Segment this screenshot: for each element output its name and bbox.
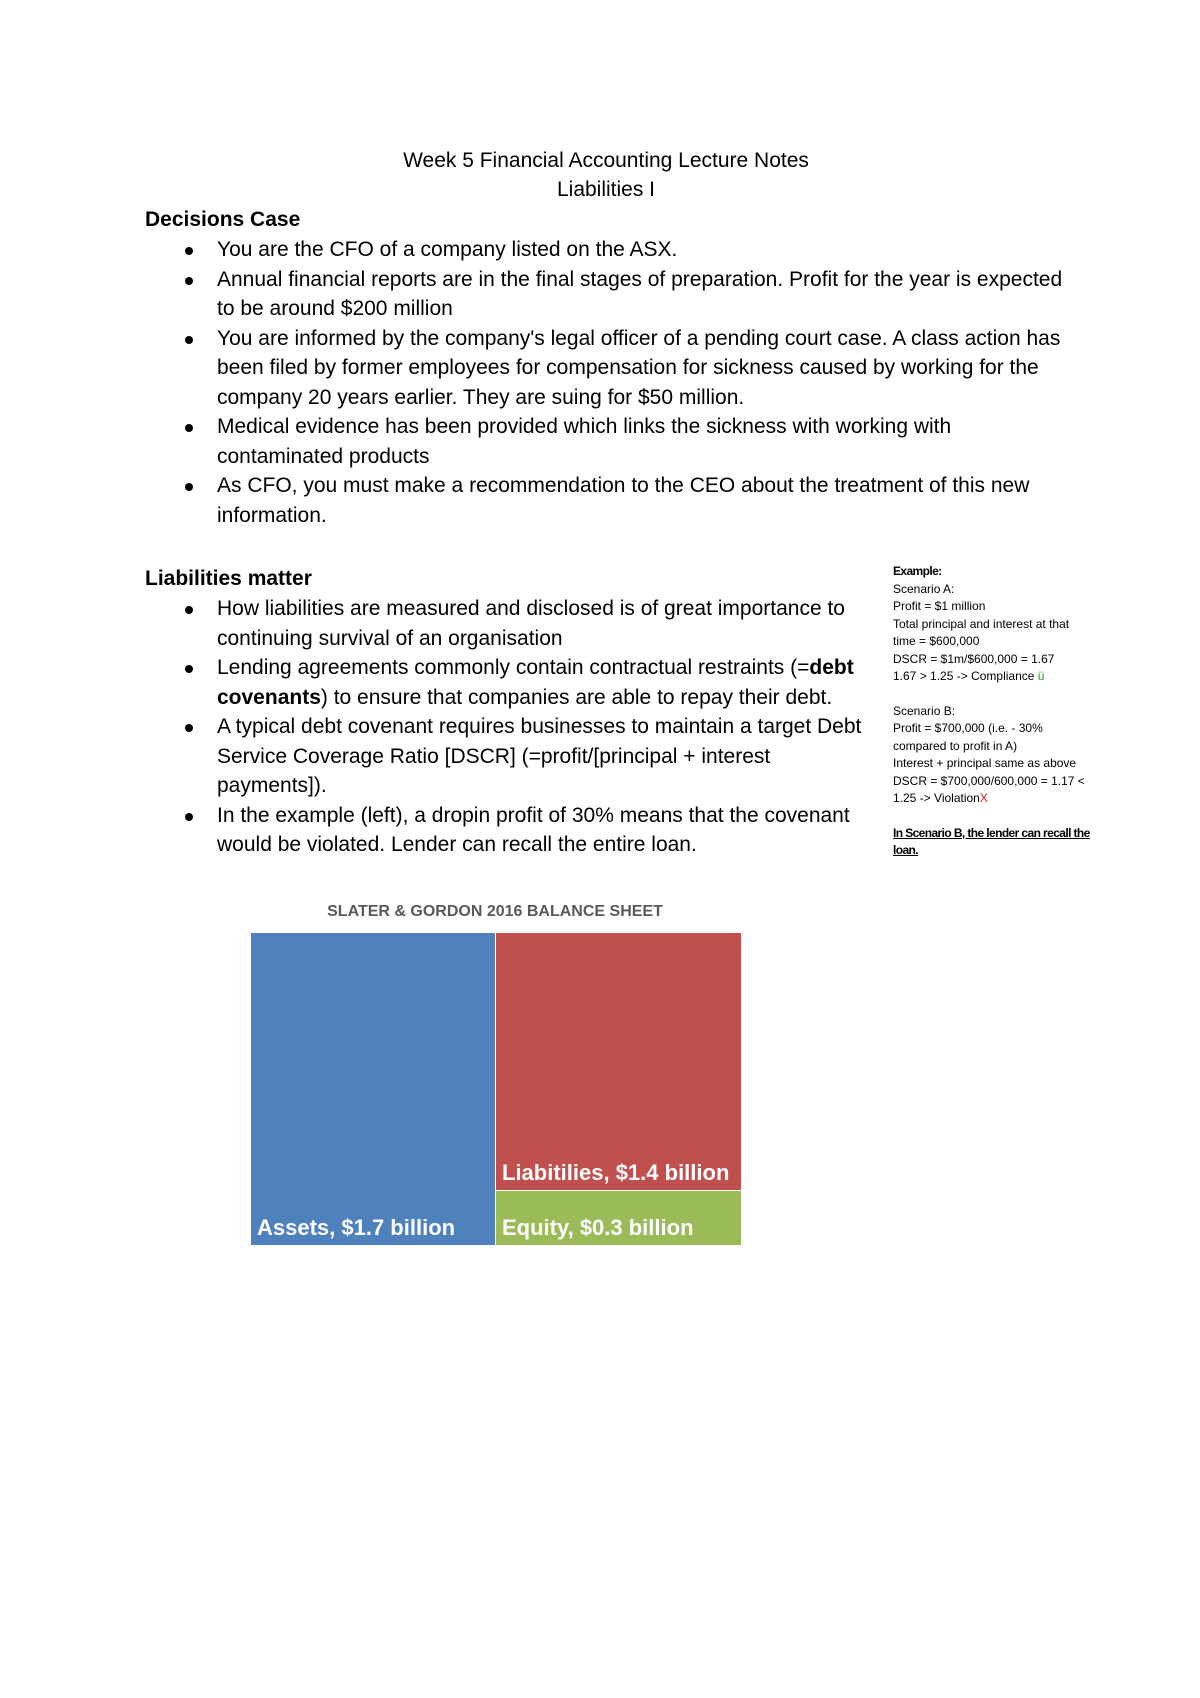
list-item: Medical evidence has been provided which links the sickness with working with contaminated products — [145, 412, 1065, 471]
cross-icon: X — [979, 791, 988, 805]
scenario-b-label: Scenario B: — [893, 703, 956, 718]
spacer — [893, 686, 1093, 703]
list-item: How liabilities are measured and disclosed is of great importance to continuing survival of an organisation — [145, 594, 875, 653]
list-item: Annual financial reports are in the final stages of preparation. Profit for the year is expected to be around $200 million — [145, 265, 1065, 324]
equity-block — [496, 1190, 741, 1245]
spacer — [893, 808, 1093, 825]
scenario-b-line: Profit = $700,000 (i.e. - 30% compared to profit in A) — [893, 721, 1043, 753]
title-block — [0, 146, 1200, 204]
balance-sheet-chart — [240, 903, 750, 1263]
equity-label: Equity, $0.3 billion — [502, 1214, 694, 1240]
decisions-case-list — [145, 235, 1065, 530]
chart-title: SLATER & GORDON 2016 BALANCE SHEET — [327, 903, 663, 920]
scenario-a-line: DSCR = $1m/$600,000 = 1.67 — [893, 651, 1055, 666]
list-item: A typical debt covenant requires businesses to maintain a target Debt Service Coverage Ratio [DSCR] (=profit/[principal + interest payments]). — [145, 712, 875, 801]
assets-block — [251, 933, 496, 1245]
decisions-case-heading: Decisions Case — [145, 208, 301, 231]
liabilities-matter-list — [145, 594, 875, 860]
scenario-a-result — [893, 668, 1093, 686]
example-heading: Example: — [893, 564, 942, 578]
scenario-b-line: Interest + principal same as above — [893, 756, 1077, 770]
list-item: As CFO, you must make a recommendation to the CEO about the treatment of this new information. — [145, 471, 1065, 530]
liabilities-matter-heading: Liabilities matter — [145, 567, 312, 590]
scenario-a-line: Total principal and interest at that time = $600,000 — [893, 616, 1070, 648]
list-item: You are the CFO of a company listed on the ASX. — [145, 235, 1065, 265]
example-conclusion: In Scenario B, the lender can recall the loan. — [893, 825, 1090, 857]
result-text: DSCR = $700,000/600,000 = 1.17 < 1.25 -> Violation — [893, 773, 1085, 805]
list-item: You are informed by the company's legal officer of a pending court case. A class action has been filed by former employees for compensation for sickness caused by working for the company 20 years earlier. They are suing for $50 million. — [145, 324, 1065, 413]
result-text: 1.67 > 1.25 -> Compliance — [893, 669, 1035, 683]
list-item: In the example (left), a dropin profit of 30% means that the covenant would be violated. Lender can recall the entire loan. — [145, 801, 875, 860]
list-item — [145, 653, 875, 712]
liabilities-block — [496, 933, 741, 1190]
liabilities-label: Liabitilies, $1.4 billion — [502, 1159, 730, 1185]
scenario-a-label: Scenario A: — [893, 581, 955, 596]
example-sidebar — [893, 563, 1093, 860]
text-segment: Lending agreements commonly contain contractual restraints (= — [217, 656, 810, 679]
assets-label: Assets, $1.7 billion — [257, 1215, 456, 1240]
scenario-b-result — [893, 773, 1093, 808]
text-segment: ) to ensure that companies are able to repay their debt. — [320, 685, 833, 709]
page-title: Week 5 Financial Accounting Lecture Notes — [403, 149, 809, 172]
page-subtitle: Liabilities I — [556, 178, 656, 201]
scenario-a-line: Profit = $1 million — [893, 599, 986, 613]
debt-covenants-term: debt covenants — [217, 656, 854, 709]
check-icon: ü — [1037, 669, 1045, 683]
